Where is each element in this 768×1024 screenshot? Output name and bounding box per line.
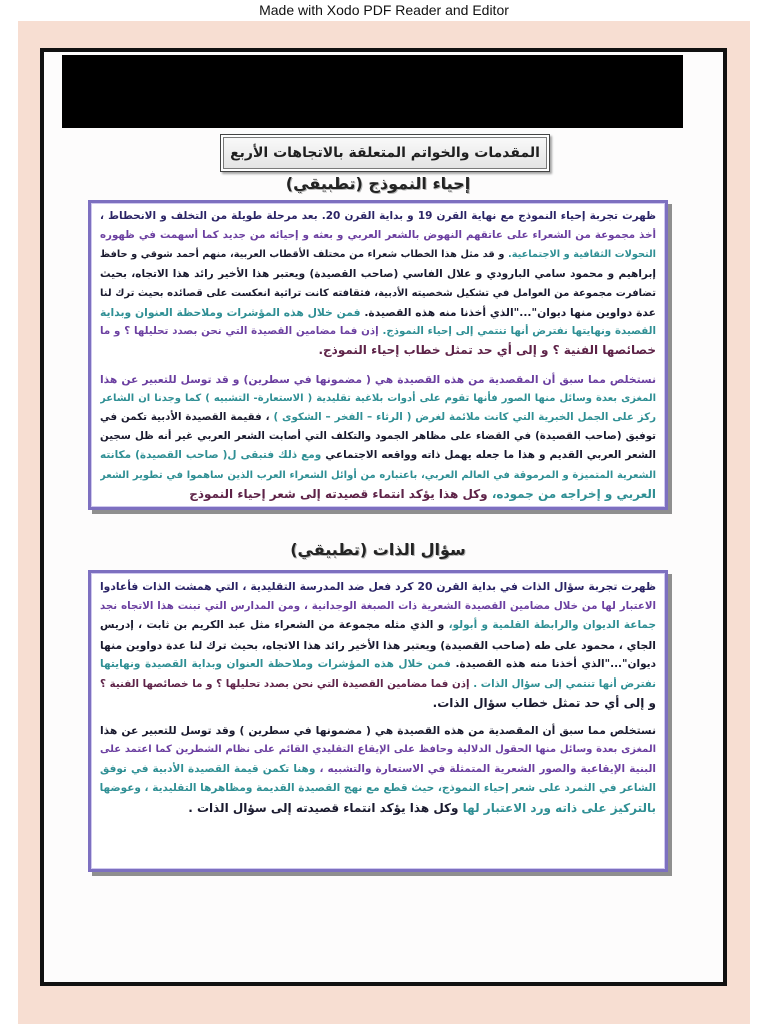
text-segment: أخذ مجموعة من الشعراء على عاتقهم النهوض بالشعر العربي و بعثه و إحيائه من جديد كما أسهمت في ظهوره xyxy=(100,229,656,242)
text-segment: وكل هذا يؤكد انتماء قصيدته إلى شعر إحياء النموذج xyxy=(189,486,488,501)
text-segment: وكل هذا يؤكد انتماء قصيدته إلى سؤال الذات . xyxy=(188,800,459,815)
text-segment: ركز على الجمل الخبرية التي كانت ملائمة لغرض ( الرثاء – الفخر – الشكوى ) xyxy=(273,411,656,424)
text-segment: الشعرية المتميزة و المرموقة في العالم العربي، باعتباره من أوائل الشعراء العرب الذين ساهموا في تطوير الشعر xyxy=(100,469,656,481)
text-line xyxy=(100,265,656,284)
text-line xyxy=(100,207,656,226)
text-line xyxy=(100,408,656,427)
text-segment: القصيدة ونهايتها نفترض أنها تنتمي إلى إحياء النموذج. xyxy=(382,325,656,338)
text-segment: الاعتبار لها من خلال مضامين القصيدة الشعرية ذات الصبغة الوجدانية ، ومن المدارس التي تبنت هذا الاتجاه نجد xyxy=(100,599,656,612)
text-segment: البنية الإيقاعية والصور الشعرية المتمثلة في الاستعارة والتشبيه ، xyxy=(319,762,656,775)
text-line xyxy=(100,466,656,485)
paragraph xyxy=(100,370,656,504)
text-segment: الجاي ، محمود على طه (صاحب القصيدة) ويعتبر هذا الأخير رائد هذا الاتجاه، بحيث ترك لنا عدة دواوين منها xyxy=(100,638,656,652)
text-segment: فمن خلال هذه المؤشرات وملاحظة العنوان وبداية القصيدة ونهايتها xyxy=(100,658,451,670)
redaction-block xyxy=(62,55,683,128)
text-segment: إذن فما مضامين القصيدة التي نحن بصدد تحليلها ؟ و ما خصائصها الفنية ؟ xyxy=(100,677,470,690)
text-segment: ظهرت تجربة سؤال الذات في بداية القرن 20 كرد فعل ضد المدرسة التقليدية ، التي همشت الذات فأعادوا xyxy=(100,580,656,593)
text-line xyxy=(100,655,656,675)
text-line xyxy=(100,303,656,322)
section-heading: سؤال الذات (تطبيقي) xyxy=(290,540,466,559)
text-segment: و الذي مثله مجموعة من الشعراء مثل عبد الكريم بن ثابت ، إدريس xyxy=(100,619,445,631)
text-line xyxy=(100,779,656,799)
text-line xyxy=(100,694,656,714)
text-segment: توفيق (صاحب القصيدة) في القضاء على مظاهر الجمود والتكلف التي أصابت الشعر العربي غير أنه ظل سجين xyxy=(100,430,656,443)
text-segment: نفترض أنها تنتمي إلى سؤال الذات . xyxy=(473,677,656,690)
text-segment: التحولات الثقافية و الاجتماعية. xyxy=(508,249,656,261)
text-line xyxy=(100,389,656,408)
text-segment: عدة دواوين منها ديوان"..."الذي أخذنا منه هذه القصيدة. xyxy=(364,306,656,320)
document-title xyxy=(220,134,550,172)
text-line xyxy=(100,740,656,760)
text-line xyxy=(100,245,656,264)
text-line xyxy=(100,675,656,695)
text-box xyxy=(88,200,668,510)
text-segment: العربي و إخراجه من جموده، xyxy=(491,486,656,501)
paragraph xyxy=(100,721,656,819)
text-line xyxy=(100,427,656,446)
text-segment: المغزى بعدة وسائل منها الحقول الدلالية وحافظ على الإيقاع التقليدي القائم على نظام الشطرين كما اعتمد على xyxy=(100,744,656,755)
text-segment: و إلى أي حد تمثل خطاب سؤال الذات. xyxy=(432,696,656,710)
text-segment: إذن فما مضامين القصيدة التي نحن بصدد تحليلها ؟ و ما xyxy=(100,325,379,338)
text-segment: ، فقيمة القصيدة الأدبية تكمن في xyxy=(100,411,270,424)
text-line xyxy=(100,616,656,636)
text-box xyxy=(88,570,668,872)
text-line xyxy=(100,284,656,303)
text-line xyxy=(100,370,656,389)
section-heading: إحياء النموذج (تطبيقي) xyxy=(285,174,471,193)
text-line xyxy=(100,721,656,741)
text-line xyxy=(100,597,656,617)
text-segment: و قد مثل هذا الخطاب شعراء من مختلف الأقطاب العربية، منهم أحمد شوقي و حافظ xyxy=(100,249,505,261)
text-line xyxy=(100,226,656,245)
text-segment: خصائصها الفنية ؟ و إلى أي حد تمثل خطاب إحياء النموذج. xyxy=(318,343,656,358)
document-title-text: المقدمات والخواتم المتعلقة بالاتجاهات الأربع xyxy=(230,145,540,161)
text-line xyxy=(100,799,656,819)
text-segment: ديوان"..."الذي أخذنا منه هذه القصيدة. xyxy=(455,658,656,670)
text-segment: الشاعر في الثمرد على شعر إحياء النموذج، حيث قطع مع نهج القصيدة القديمة ومظاهرها التقليدية ، وعوضها xyxy=(100,782,656,794)
text-line xyxy=(100,577,656,597)
text-line xyxy=(100,322,656,341)
text-segment: تضافرت مجموعة من العوامل في تشكيل شخصيته الأدبية، فثقافته كانت تراثية انعكست على قصائده بحيث ترك لنا xyxy=(100,287,656,299)
paragraph xyxy=(100,207,656,361)
text-segment: جماعة الديوان والرابطة القلمية و أبولو، xyxy=(448,619,656,631)
text-segment: فمن خلال هذه المؤشرات وملاحظة العنوان وبداية xyxy=(100,306,361,320)
text-segment: وهنا تكمن قيمة القصيدة الأدبية في توفق xyxy=(100,762,316,775)
text-segment: المغزى بعدة وسائل منها الصور فأنها تقوم على أدوات بلاغية تقليدية ( الاستعارة- التشبيه ) كما وجدنا ان الشاعر xyxy=(100,392,656,404)
text-line xyxy=(100,341,656,360)
text-segment: نستخلص مما سبق أن المقصدية من هذه القصيدة هي ( مضمونها في سطرين) و قد توسل للتعبير عن هذا xyxy=(100,372,656,386)
app-banner: Made with Xodo PDF Reader and Editor xyxy=(259,2,509,18)
text-segment: ظهرت تجربة إحياء النموذج مع نهاية القرن 19 و بداية القرن 20. بعد مرحلة طويلة من التخلف و الانحطاط ، xyxy=(100,210,656,222)
text-line xyxy=(100,446,656,465)
text-segment: إبراهيم و محمود سامي البارودي و علال الفاسي (صاحب القصيدة) ويعتبر هذا الأخير رائد هذا الاتجاه، بحيث xyxy=(100,267,656,280)
text-segment: ومع ذلك فتبقى ل( صاحب القصيدة) مكانته xyxy=(100,449,322,462)
text-line xyxy=(100,485,656,504)
text-line xyxy=(100,636,656,656)
text-segment: نستخلص مما سبق أن المقصدية من هذه القصيدة هي ( مضمونها في سطرين ) وقد توسل للتعبير عن هذا xyxy=(100,723,656,737)
text-segment: الشعر العربي القديم و هذا ما جعله يهمل ذاته وواقعه الاجتماعي xyxy=(325,449,656,462)
text-segment: بالتركيز على ذاته ورد الاعتبار لها xyxy=(462,800,656,815)
paragraph xyxy=(100,577,656,714)
text-line xyxy=(100,760,656,780)
